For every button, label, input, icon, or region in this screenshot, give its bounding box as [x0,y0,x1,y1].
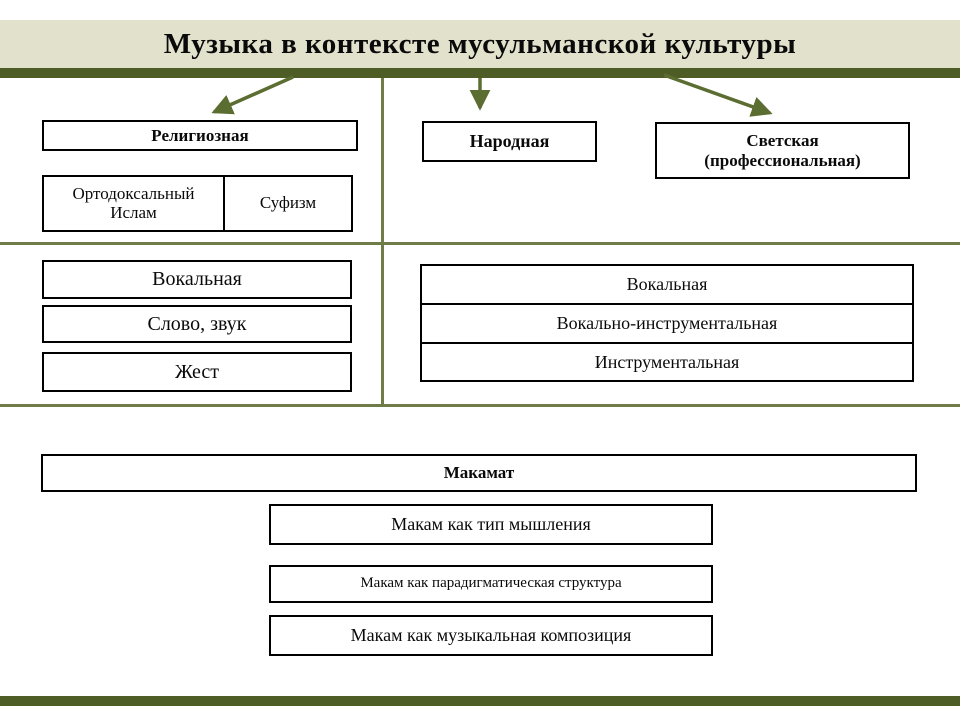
box-secular-vocal-label: Вокальная [626,274,708,295]
box-word-sound [42,305,352,343]
box-religious-vocal [42,260,352,299]
box-word-sound-label: Слово, звук [147,312,247,335]
box-religious-subtypes [42,175,353,232]
box-makamat-label: Макамат [443,463,515,483]
box-vocal-instrumental [420,303,914,344]
box-makam-musical-composition [269,615,713,656]
box-makam-thinking-type-label: Макам как тип мышления [391,514,591,535]
box-religious-vocal-label: Вокальная [152,268,242,290]
box-folk [422,121,597,162]
cell-orthodox-islam-label: Ортодоксальный Ислам [72,183,195,222]
box-instrumental-label: Инструментальная [594,351,740,372]
box-religious [42,120,358,151]
cell-sufism [223,177,351,230]
box-vocal-instrumental-label: Вокально-инструментальная [556,313,778,334]
box-secular-vocal [420,264,914,305]
box-folk-label: Народная [469,131,550,152]
horizontal-divider-lower [0,404,960,407]
box-religious-label: Религиозная [151,125,249,145]
box-secular-label-line2: (профессиональная) [704,150,861,170]
arrow-to-religious [214,77,293,112]
title-band [0,20,960,68]
box-makam-paradigmatic-structure-label: Макам как парадигматическая структура [360,575,622,592]
box-secular [655,122,910,179]
slide-title: Музыка в контексте мусульманской культуры [163,27,797,60]
top-rule-bar [0,68,960,78]
box-secular-label-line1: Светская [746,130,819,150]
bottom-rule-bar [0,696,960,706]
box-makamat [41,454,917,492]
box-makam-thinking-type [269,504,713,545]
cell-orthodox-islam [44,177,223,230]
box-instrumental [420,342,914,382]
box-makam-paradigmatic-structure [269,565,713,603]
cell-sufism-label: Суфизм [259,193,317,213]
arrow-to-secular [664,75,770,113]
box-makam-musical-composition-label: Макам как музыкальная композиция [350,625,632,646]
horizontal-divider-upper [0,242,960,245]
box-gesture-label: Жест [175,360,219,383]
box-gesture [42,352,352,392]
